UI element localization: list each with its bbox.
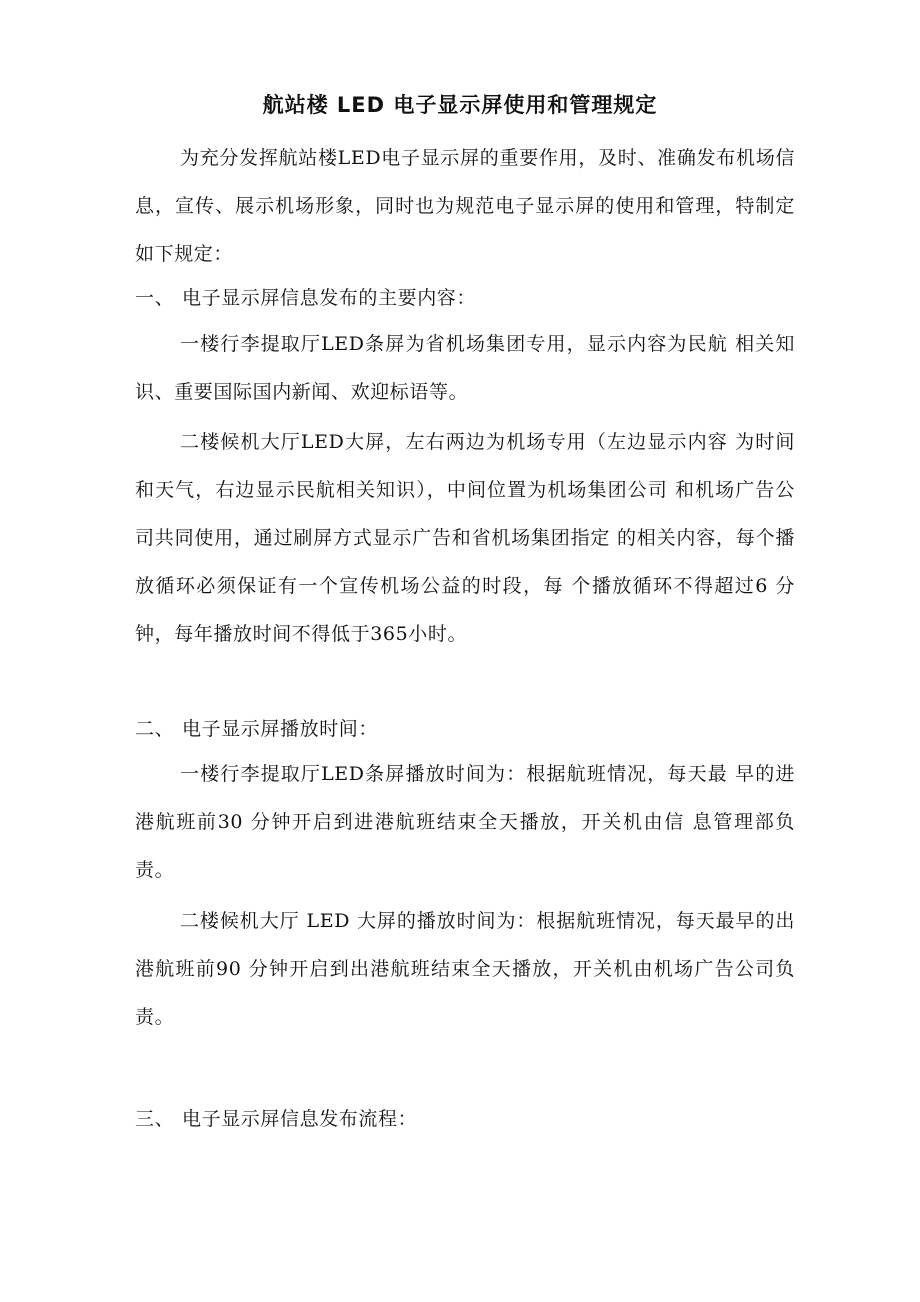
section-1-paragraph-1: 一楼行李提取厅LED条屏为省机场集团专用，显示内容为民航 相关知识、重要国际国内新闻、欢迎标语等。 [135,333,795,403]
section-2-title: 电子显示屏播放时间： [182,718,379,740]
intro-paragraph: 为充分发挥航站楼LED电子显示屏的重要作用，及时、准确发布机场信息，宣传、展示机场形象，同时也为规范电子显示屏的使用和管理，特制定如下规定： [135,147,795,265]
section-3-title: 电子显示屏信息发布流程： [182,1108,418,1130]
section-2-paragraph-1: 一楼行李提取厅LED条屏播放时间为：根据航班情况，每天最 早的进港航班前30 分钟开启到进港航班结束全天播放，开关机由信 息管理部负责。 [135,763,795,881]
section-2-heading [135,712,795,746]
section-1-number: 一、 [135,287,175,309]
section-3-heading [135,1102,795,1136]
section-1-title: 电子显示屏信息发布的主要内容： [182,287,477,309]
section-3-number: 三、 [135,1108,175,1130]
document-title: 航站楼 LED 电子显示屏使用和管理规定 [262,93,658,117]
section-2-paragraph-2: 二楼候机大厅 LED 大屏的播放时间为：根据航班情况，每天最早的出港航班前90 分钟开启到出港航班结束全天播放，开关机由机场广告公司负责。 [135,910,795,1028]
section-2-number: 二、 [135,718,175,740]
section-1-heading [135,281,795,315]
section-1-paragraph-2: 二楼候机大厅LED大屏，左右两边为机场专用（左边显示内容 为时间和天气，右边显示民航相关知识），中间位置为机场集团公司 和机场广告公司共同使用，通过刷屏方式显示广告和省机场集团指定 的相关内容，每个播放循环必须保证有一个宣传机场公益的时段，每 个播放循环不得超过6 分钟，每年播放时间不得低于365小时。 [135,431,795,645]
